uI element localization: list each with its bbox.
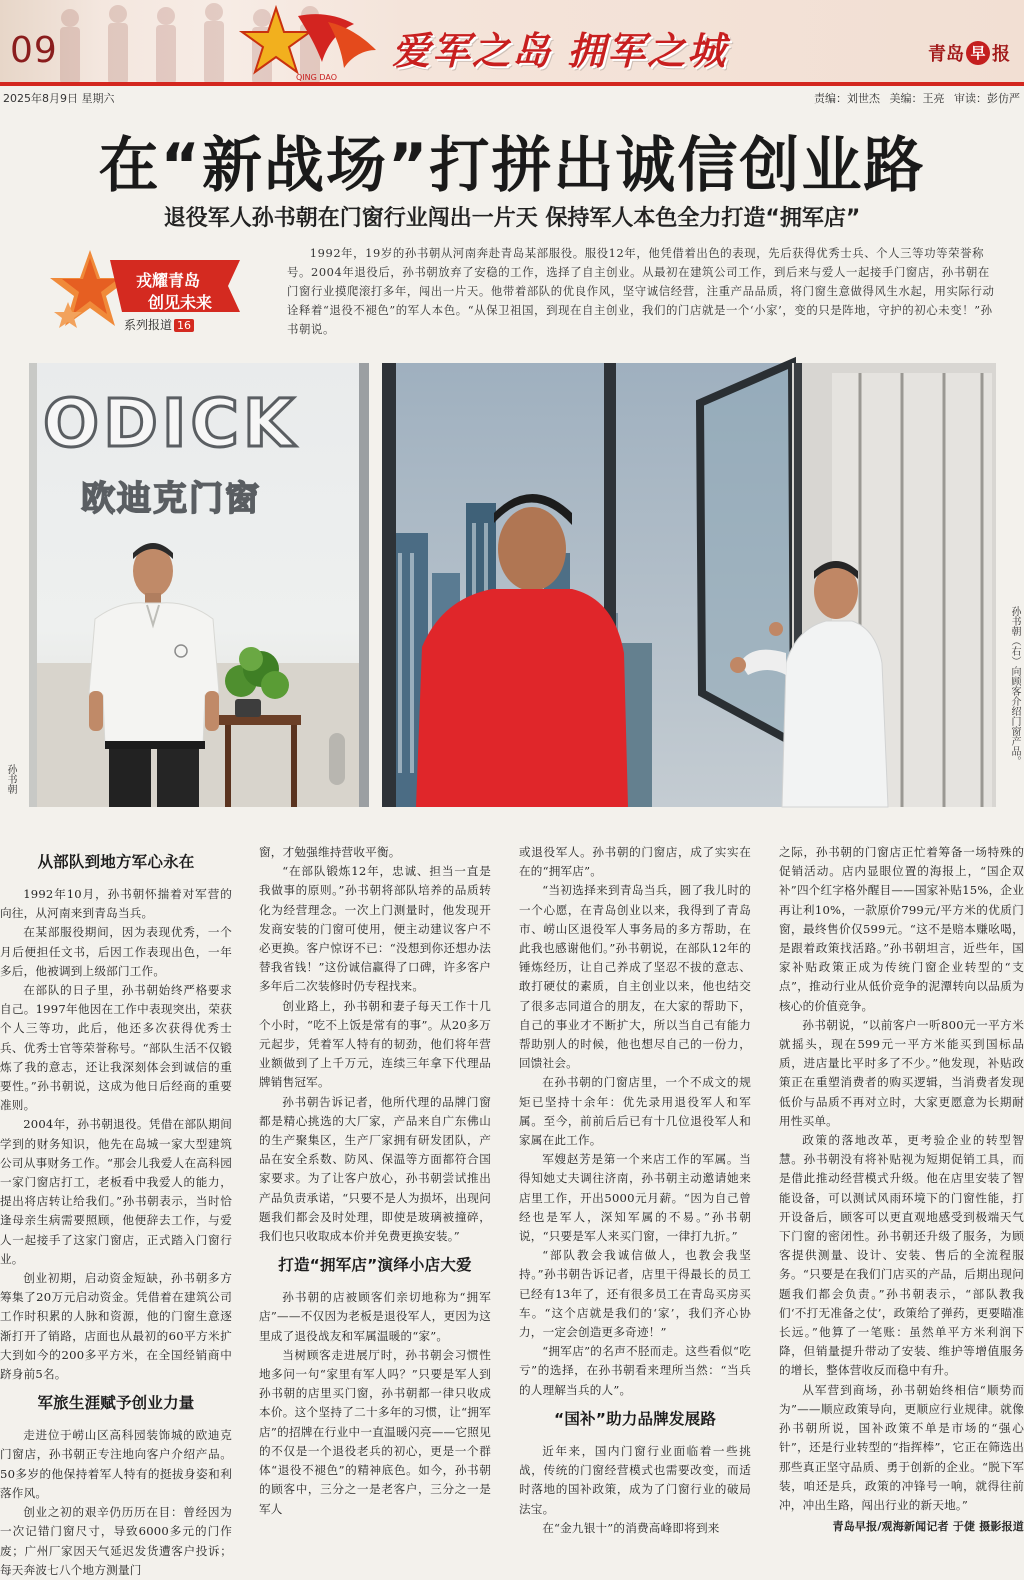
logo-mark-icon: 早 [966, 41, 990, 65]
badge-line-2: 创见未来 [148, 293, 213, 312]
logo-text-qingdao: 青岛 [928, 44, 964, 65]
paragraph: 创业路上，孙书朝和妻子每天工作十几个小时，“吃不上饭是常有的事”。从20多万元起步，凭着军人特有的韧劲，他们将年营业额做到了上千万元，连续三年拿下代理品牌销售冠军。 [259, 998, 491, 1090]
paragraph: 之际，孙书朝的门窗店正忙着筹备一场特殊的促销活动。店内显眼位置的海报上，“国企双补”四个红字格外醒目——国家补贴15%，企业再让利10%，一款原价799元/平方米的优质门窗，最终售价仅599元。“这不是赔本赚吆喝，是跟着政策找活路。”孙书朝坦言，近些年，国家补贴政策正成为传统门窗企业转型的“支点”，推动行业从低价竞争的泥潭转向以品质为核心的价值竞争。 [779, 845, 1024, 1013]
page-number: 09 [10, 30, 58, 71]
series-badge [50, 248, 255, 336]
paragraph: 走进位于崂山区高科园装饰城的欧迪克门窗店，孙书朝正专注地向客户介绍产品。50多岁的他保持着军人特有的挺拔身姿和利落作风。 [0, 1428, 232, 1500]
photo-showroom [382, 363, 996, 807]
paragraph: 创业初期，启动资金短缺，孙书朝多方筹集了20万元启动资金。凭借着在建筑公司工作时积累的人脉和资源，他的门窗生意逐渐打开了销路，店面也从最初的60平方米扩大到如今的200多平方米，在全国经销商中跻身前5名。 [0, 1271, 232, 1382]
section-heading: 军旅生涯赋予创业力量 [37, 1394, 195, 1413]
paragraph: 当树顾客走进展厅时，孙书朝会习惯性地多问一句“家里有军人吗？”只要是军人到孙书朝的店里买门窗，孙书朝都一律只收成本价。这个坚持了二十多年的习惯，让“拥军店”的招牌在行业中一直温暖闪亮——它照见的不仅是一个退役老兵的初心，更是一个群体“退役不褪色”的精神底色。如今，孙书朝的顾客中，三分之一是老客户，三分之一是军人 [259, 1347, 491, 1516]
section-heading: 从部队到地方军心永在 [37, 853, 195, 871]
photo-store-owner [29, 363, 369, 807]
masthead-divider [0, 82, 1024, 86]
article-column-1 [0, 843, 232, 1577]
photo2-caption: 孙书朝（右）向顾客介绍门窗产品。 [1009, 606, 1020, 766]
showroom-illustration [382, 363, 996, 807]
photo1-caption: 孙书朝 [5, 764, 16, 794]
newspaper-logo [928, 40, 1010, 66]
paragraph: 近年来，国内门窗行业面临着一些挑战，传统的门窗经营模式也需要改变，而适时落地的国补政策，成为了门窗行业的破局法宝。 [519, 1443, 751, 1516]
paragraph: 孙书朝告诉记者，他所代理的品牌门窗都是精心挑选的大厂家，产品来自广东佛山的生产聚集区，生产厂家拥有研发团队，产品在安全系数、防风、保温等方面都符合国家要求。为了让客户放心，孙书朝尝试推出产品负责承诺，“只要不是人为损坏，出现问题我们都会及时处理，即使是玻璃被撞碎，我们也只收取成本价并免费更换安装。” [259, 1094, 491, 1244]
paragraph: “当初选择来到青岛当兵，圆了我儿时的一个心愿，在青岛创业以来，我得到了青岛市、崂山区退役军人事务局的多方帮助，在此我也感谢他们。”孙书朝说，在部队12年的锤炼经历，让自己养成了坚忍不拔的意志、敢打硬仗的素质，自主创业以来，他也结交了很多志同道合的朋友，在大家的帮助下，自己的事业才不断扩大，所以当自己有能力帮助别人的时候，他也想尽自己的一份力，回馈社会。 [519, 883, 751, 1071]
series-number: 16 [174, 319, 194, 332]
paragraph: 在“金九银十”的消费高峰即将到来 [542, 1520, 720, 1535]
series-text: 系列报道 [124, 318, 173, 332]
paragraph: “在部队锻炼12年，忠诚、担当一直是我做事的原则。”孙书朝将部队培养的品质转化为经营理念。一次上门测量时，他发现开发商安装的门窗可使用，便主动建议客户不必更换。客户惊讶不已：“没想到你还想办法替我省钱！”这份诚信赢得了口碑，许多客户多年后二次装修时仍专程找来。 [259, 864, 491, 994]
paragraph: 窗，才勉强维持营收平衡。 [259, 845, 401, 859]
paragraph: “部队教会我诚信做人，也教会我坚持。”孙书朝告诉记者，店里干得最长的员工已经有13年了，还有很多员工在青岛买房买车。“这个店就是我们的‘家’，我们齐心协力，一定会创造更多奇迹！” [519, 1248, 751, 1340]
paragraph: 从军营到商场，孙书朝始终相信“顺势而为”——顺应政策导向，更顺应行业规律。就像孙书朝所说，国补政策不单是市场的“强心针”，还是行业转型的“指挥棒”，它正在筛选出那些真正坚守品质、勇于创新的企业。“脱下军装，咱还是兵，政策的冲锋号一响，就得往前冲，冲出生路，闯出行业的新天地。” [779, 1382, 1024, 1512]
article-column-4 [779, 843, 1024, 1534]
paragraph: 孙书朝说，“以前客户一听800元一平方米就摇头，现在599元一平方米能买到国标品质，进店量比平时多了不少。”他发现，补贴政策正在重塑消费者的购买逻辑，当消费者发现低价与品质不再对立时，大家更愿意为长期耐用性买单。 [779, 1017, 1024, 1128]
paragraph: 在孙书朝的门窗店里，一个不成文的规矩已坚持十余年：优先录用退役军人和军属。至今，前前后后已有十几位退役军人和家属在此工作。 [519, 1075, 751, 1148]
reporter-signoff: 青岛早报/观海新闻记者 于倢 摄影报道 [832, 1520, 1024, 1534]
masthead [0, 0, 1024, 84]
article-column-2 [259, 843, 491, 1523]
paragraph: 创业之初的艰辛仍历历在目：曾经因为一次记错门窗尺寸，导致6000多元的门作废；广州厂家因天气延迟发货遭客户投诉；每天奔波七八个地方测量门 [0, 1505, 232, 1577]
section-heading: “国补”助力品牌发展路 [553, 1409, 717, 1428]
issue-date: 2025年8月9日 星期六 [3, 92, 115, 105]
paragraph: 政策的落地改革，更考验企业的转型智慧。孙书朝没有将补贴视为短期促销工具，而是借此推动经营模式升级。他在店里安装了智能设备，可以测试风雨环境下的门窗性能，打开设备后，顾客可以更直观地感受到极端天气下门窗的密闭性。孙书朝还升级了服务，为顾客提供测量、设计、安装、售后的全流程服务。“只要是在我们门店买的产品，后期出现问题我们都会负责。”孙书朝表示，“部队教我们‘不打无准备之仗’，政策给了弹药，更要瞄准长远。”他算了一笔账：虽然单平方米利润下降，但销量提升带动了安装、维护等增值服务的增长，整体营收反而稳中有升。 [779, 1133, 1024, 1378]
logo-text-bao: 报 [992, 44, 1010, 65]
section-heading: 打造“拥军店”演绎小店大爱 [278, 1256, 472, 1275]
emblem-logo [236, 2, 386, 82]
article-subhead: 退役军人孙书朝在门窗行业闯出一片天 保持军人本色全力打造“拥军店” [163, 206, 861, 231]
article-headline: 在“新战场”打拼出诚信创业路 [98, 131, 926, 201]
badge-line-1: 戎耀青岛 [136, 271, 201, 290]
paragraph: 在部队的日子里，孙书朝始终严格要求自己。1997年他因在工作中表现突出，荣获个人三等功，此后，他还多次获得优秀士兵、优秀士官等荣誉称号。“部队生活不仅锻炼了我的意志，还让我深刻体会到诚信的重要性。”孙书朝说，这成为他日后经商的重要准则。 [0, 983, 232, 1113]
masthead-slogan: 爱军之岛 拥军之城 [392, 29, 728, 73]
series-label [124, 316, 194, 333]
editor-credits: 责编：刘世杰 美编：王亮 审读：彭仿严 [814, 92, 1020, 105]
paragraph: 2004年，孙书朝退役。凭借在部队期间学到的财务知识，他先在岛城一家大型建筑公司从事财务工作。“那会儿我爱人在高科园一家门窗店打工，老板看中我爱人的能力，提出将店转让给我们。”孙书朝表示，当时恰逢母亲生病需要照顾，他便辞去工作，与爱人一起接手了这家门窗店，正式踏入门窗行业。 [0, 1117, 232, 1266]
article-column-3 [519, 843, 751, 1535]
lead-paragraph: 1992年，19岁的孙书朝从河南奔赴青岛某部服役。服役12年，他凭借着出色的表现，先后获得优秀士兵、个人三等功等荣誉称号。2004年退役后，孙书朝放弃了安稳的工作，选择了自主创业。从最初在建筑公司工作，到后来与爱人一起接手门窗店，孙书朝在门窗行业摸爬滚打多年，闯出一片天。他带着部队的优良作风，坚守诚信经营，注重产品品质，将门窗生意做得风生水起，用实际行动诠释着“退役不褪色”的军人本色。“从保卫祖国，到现在自主创业，我们的门店就是一个‘小家’，变的只是阵地，守护的初心未变！”孙书朝说。 [287, 246, 995, 336]
paragraph: 在某部服役期间，因为表现优秀，一个月后便担任文书，后因工作表现出色，一年多后，他被调到上级部门工作。 [0, 925, 232, 978]
paragraph: 或退役军人。孙书朝的门窗店，成了实实在在的“拥军店”。 [519, 845, 751, 879]
paragraph: 1992年10月，孙书朝怀揣着对军营的向往，从河南来到青岛当兵。 [0, 887, 232, 921]
paragraph: 军嫂赵芳是第一个来店工作的军属。当得知她丈夫调往济南，孙书朝主动邀请她来店里工作，开出5000元月薪。“因为自己曾经也是军人，深知军属的不易。”孙书朝说，“只要是军人来买门窗，一律打九折。” [519, 1152, 751, 1244]
store-sign-chinese: 欧迪克门窗 [81, 479, 261, 519]
paragraph: “拥军店”的名声不胫而走。这些看似“吃亏”的选择，在孙书朝看来理所当然：“当兵的人理解当兵的人”。 [519, 1344, 751, 1397]
paragraph: 孙书朝的店被顾客们亲切地称为“拥军店”——不仅因为老板是退役军人，更因为这里成了退役战友和军属温暖的“家”。 [259, 1290, 491, 1343]
svg-text:QING DAO: QING DAO [296, 73, 338, 82]
store-sign-english: ODICK [43, 385, 299, 462]
